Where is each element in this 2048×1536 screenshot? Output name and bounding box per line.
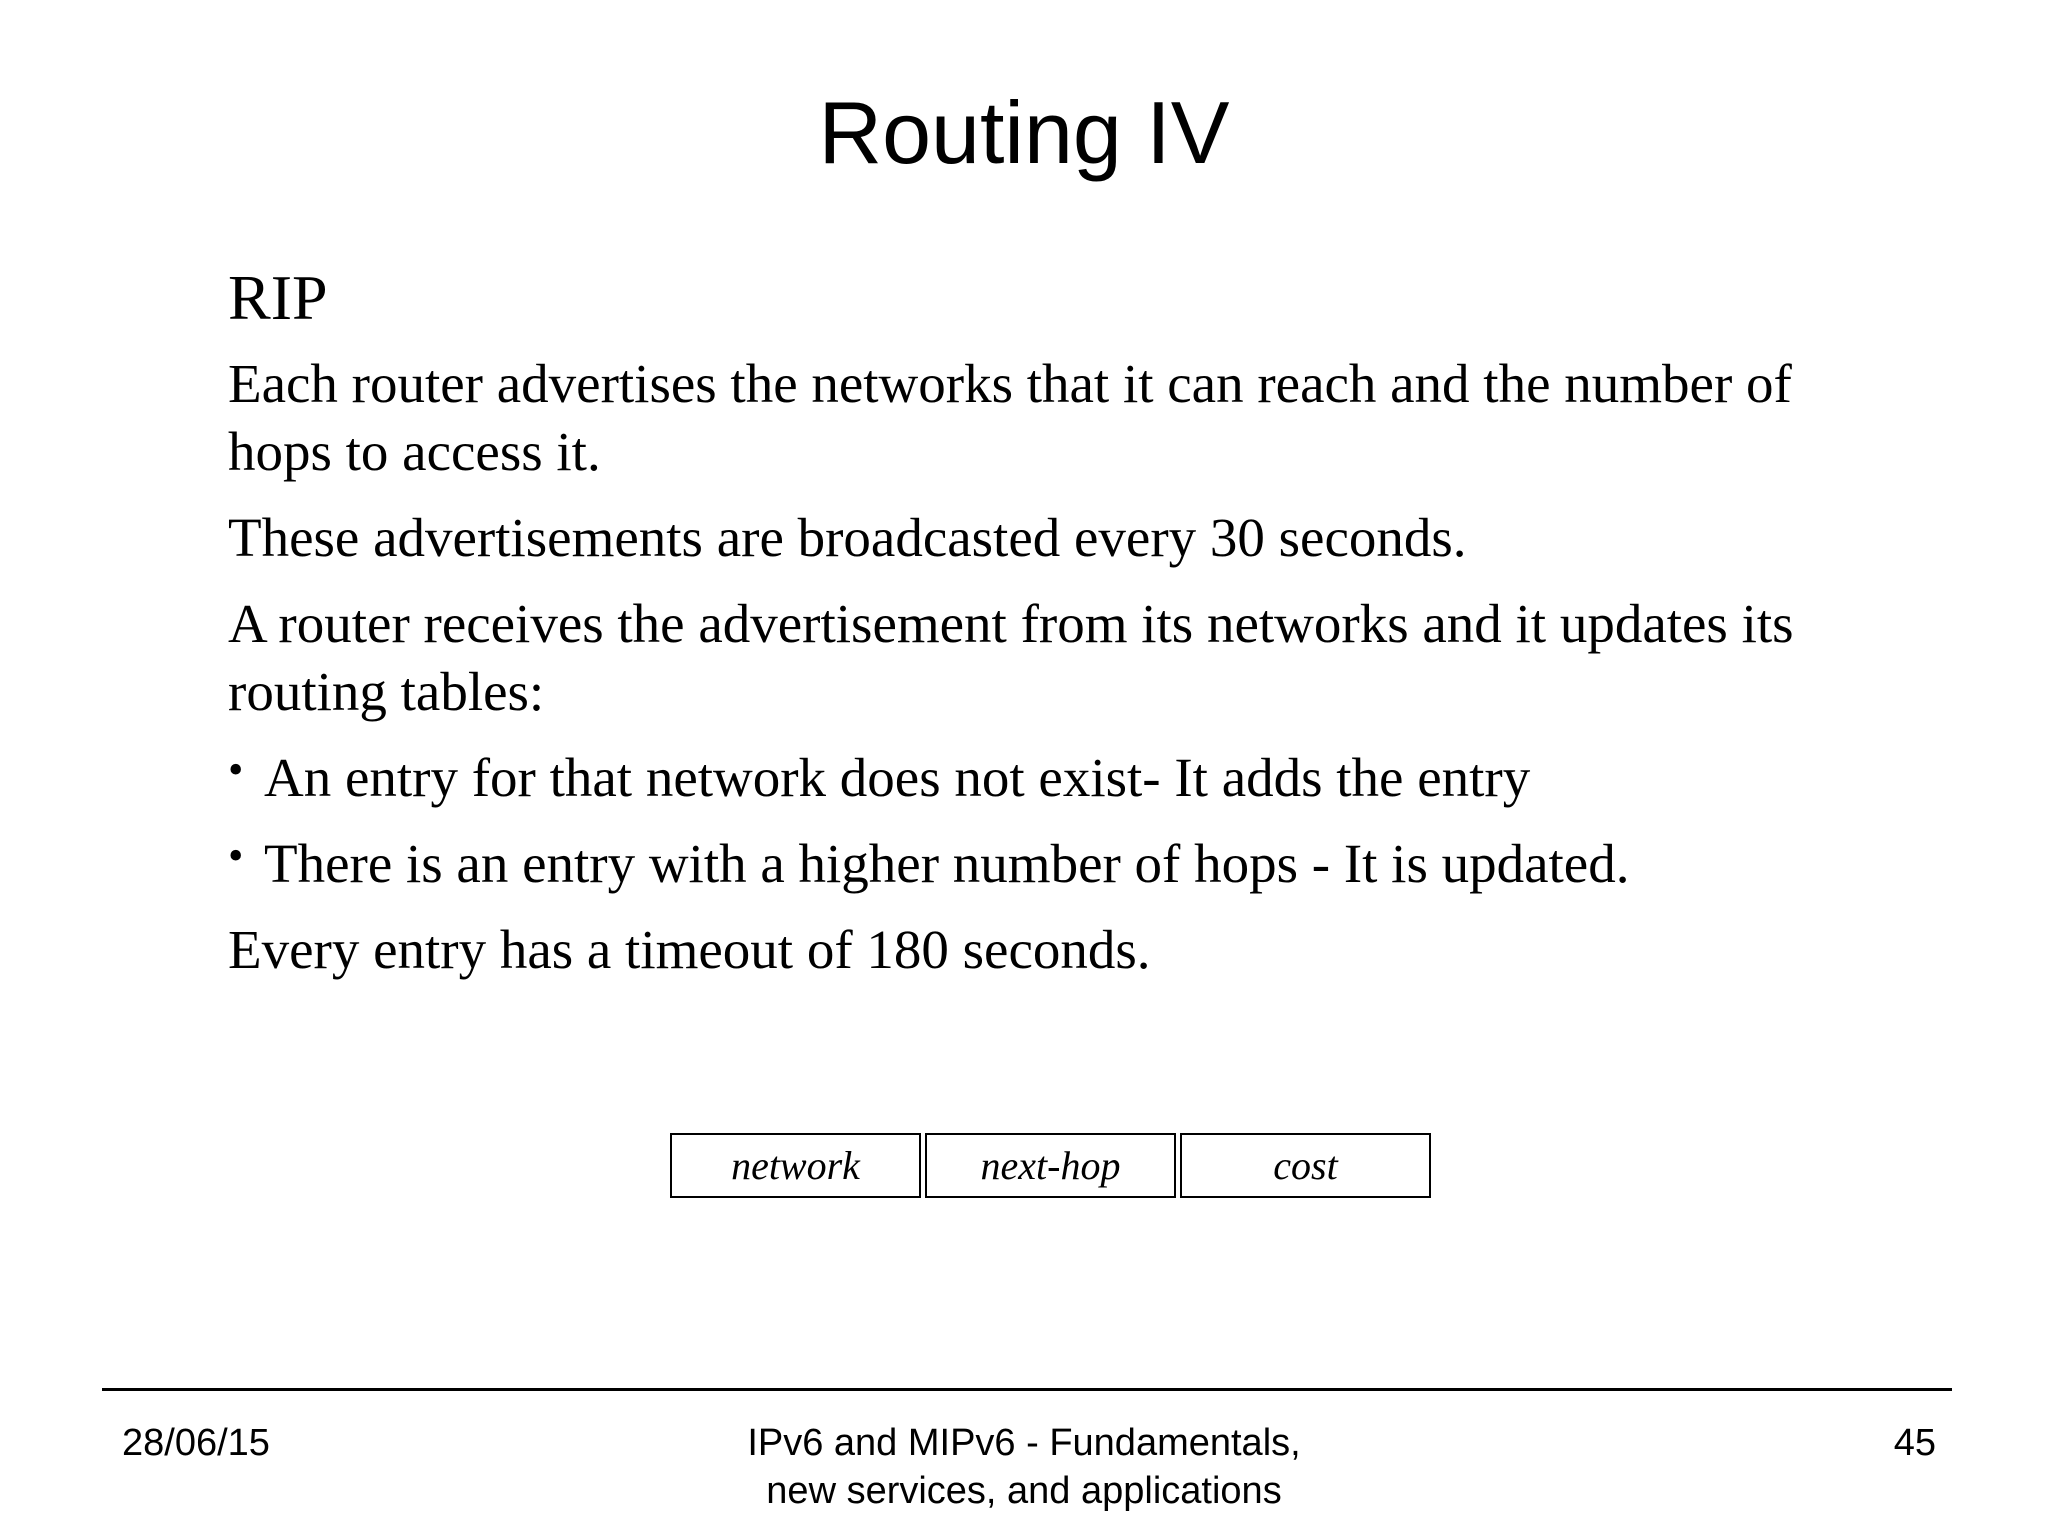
bullet-icon: • (228, 745, 244, 794)
paragraph-broadcast: These advertisements are broadcasted every 30 seconds. (228, 507, 1467, 568)
paragraph-timeout: Every entry has a timeout of 180 seconds. (228, 919, 1151, 980)
routing-table-fields (670, 1133, 1431, 1198)
bullet-item (228, 744, 1868, 812)
field-cost: cost (1180, 1133, 1431, 1198)
footer-title-line-1: IPv6 and MIPv6 - Fundamentals, (747, 1422, 1301, 1464)
bullet-text: An entry for that network does not exist- It adds the entry (264, 747, 1531, 808)
section-heading: RIP (228, 262, 328, 333)
slide-title: Routing IV (818, 83, 1230, 182)
field-network: network (670, 1133, 921, 1198)
paragraph-update: A router receives the advertisement from its networks and it updates its routing tables: (228, 593, 1794, 722)
bullet-icon: • (228, 831, 244, 880)
footer-date: 28/06/15 (122, 1422, 270, 1464)
bullet-item (228, 830, 1868, 898)
footer-divider (102, 1388, 1952, 1391)
footer-title-line-2: new services, and applications (766, 1470, 1282, 1512)
footer-title (0, 1419, 2048, 1515)
slide-body (228, 258, 1868, 1002)
bullet-text: There is an entry with a higher number of hops - It is updated. (264, 833, 1630, 894)
field-next-hop: next-hop (925, 1133, 1176, 1198)
page-number: 45 (1893, 1422, 1936, 1464)
paragraph-advertise: Each router advertises the networks that it can reach and the number of hops to access it. (228, 353, 1792, 482)
